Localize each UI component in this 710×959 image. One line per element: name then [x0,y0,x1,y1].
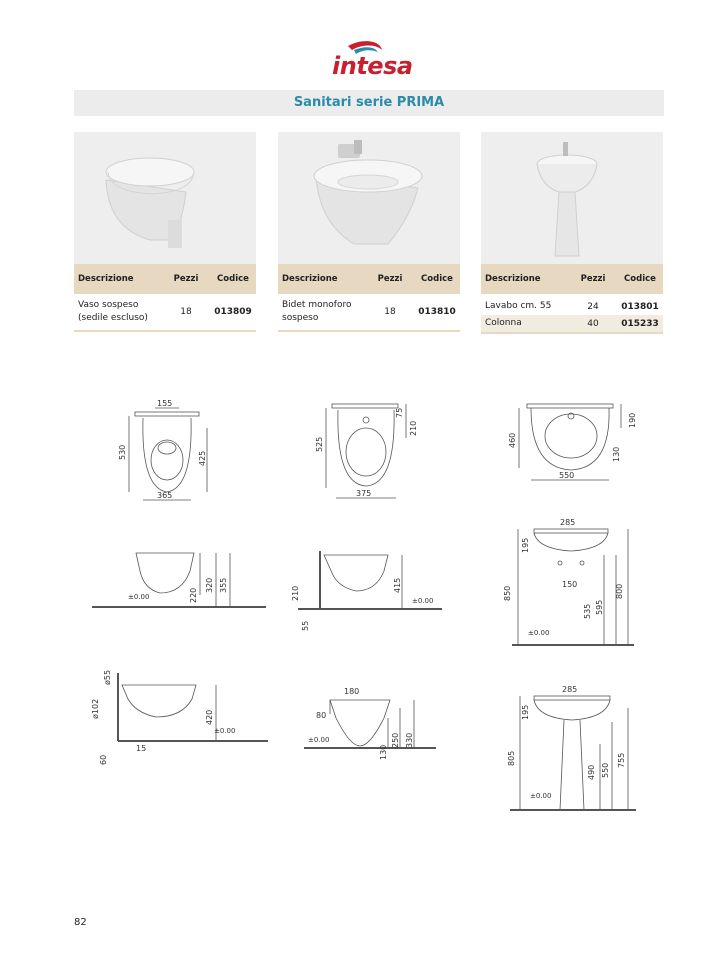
dim-basin-460: 460 [508,432,517,448]
dim-wc-102: ø102 [91,698,100,719]
header-pezzi: Pezzi [173,274,199,284]
dim-bidet-80: 80 [316,711,327,720]
table-row [481,298,663,315]
dim-ped-195: 195 [521,704,530,720]
page-title: Sanitari serie PRIMA [293,95,445,110]
table-header [278,264,460,294]
product-image-bidet [278,132,460,264]
dim-ped-285: 285 [562,685,578,694]
row-desc: Colonna [485,318,522,328]
bidet-front-drawing [300,684,440,764]
table-header [74,264,256,294]
bidet-top-drawing [312,398,422,508]
product-image-wc [74,132,256,264]
dim-wc-420: 420 [205,709,214,725]
dim-basin-150: 150 [562,580,578,589]
dim-basin-800: 800 [615,583,624,599]
row-codice: 013801 [621,301,659,312]
dim-basin-zero: ±0.00 [528,629,550,637]
dim-wc-zero: ±0.00 [214,727,236,735]
dim-bidet-415: 415 [393,577,402,593]
row-codice: 013809 [214,307,252,317]
dim-wc-355: 355 [219,577,228,593]
row-pezzi: 24 [587,301,599,312]
row-pezzi: 40 [587,318,599,329]
dim-basin-850: 850 [503,585,512,601]
header-descrizione: Descrizione [282,274,338,284]
wc-side-drawing [90,545,270,613]
dim-basin-550: 550 [559,471,575,480]
dim-bidet-210: 210 [291,585,300,601]
dim-basin-130: 130 [612,446,621,462]
header-codice: Codice [624,274,656,284]
dim-wc-320: 320 [205,577,214,593]
table-row [74,294,256,332]
dim-wc-365: 365 [157,491,173,500]
dim-ped-550: 550 [601,762,610,778]
basin-wall-drawing [498,515,638,650]
dim-wc-15: 15 [136,744,147,753]
brand-logo-text: intesa [332,52,413,80]
dim-ped-755: 755 [617,752,626,768]
basin-pedestal-drawing [500,682,640,814]
dim-bidet-525: 525 [315,436,324,452]
product-image-basin [481,132,663,264]
dim-wc-220: 220 [189,587,198,603]
header-codice: Codice [421,274,453,284]
row-pezzi: 18 [180,307,192,317]
title-bar [74,90,664,116]
dim-bidet-130: 130 [379,744,388,760]
dim-ped-490: 490 [587,764,596,780]
dim-bidet-zero: ±0.00 [412,597,434,605]
dim-bidet-180: 180 [344,687,360,696]
dim-wc-60: 60 [99,754,108,765]
dim-bidet-210: 210 [409,420,418,436]
dim-ped-805: 805 [507,750,516,766]
dim-wc-425: 425 [198,450,207,466]
row-codice: 015233 [621,318,659,329]
wc-install-drawing [91,655,270,767]
dim-bidet-55: 55 [301,620,310,631]
header-descrizione: Descrizione [485,274,541,284]
table-header [481,264,663,294]
header-pezzi: Pezzi [377,274,403,284]
dim-basin-285: 285 [560,518,576,527]
bidet-side-drawing [291,545,446,635]
dim-wc-55: ø55 [103,669,112,685]
dim-wc-155: 155 [157,399,173,408]
basin-top-drawing [505,398,645,488]
row-desc: Lavabo cm. 55 [485,301,552,311]
dim-basin-195: 195 [521,537,530,553]
row-pezzi: 18 [384,307,396,317]
dim-basin-595: 595 [595,599,604,615]
product-card-wc [74,132,256,332]
dim-basin-535: 535 [583,603,592,619]
row-codice: 013810 [418,307,456,317]
dim-bidet-75: 75 [395,407,404,418]
dim-bidet-zero: ±0.00 [308,736,330,744]
table-row [278,294,460,332]
dim-wc-530: 530 [118,444,127,460]
dim-bidet-250: 250 [391,732,400,748]
header-pezzi: Pezzi [580,274,606,284]
dim-bidet-330: 330 [405,732,414,748]
header-descrizione: Descrizione [78,274,134,284]
row-desc: Vaso sospeso (sedile escluso) [78,300,148,323]
page-number: 82 [74,917,87,928]
wc-top-drawing [115,398,225,508]
dim-basin-190: 190 [628,412,637,428]
header-codice: Codice [217,274,249,284]
dim-wc-zero: ±0.00 [128,593,150,601]
dim-bidet-375: 375 [356,489,372,498]
table-row [481,315,663,334]
row-desc: Bidet monoforo sospeso [282,300,352,323]
product-card-bidet [278,132,460,332]
dim-ped-zero: ±0.00 [530,792,552,800]
product-card-basin [481,132,663,334]
